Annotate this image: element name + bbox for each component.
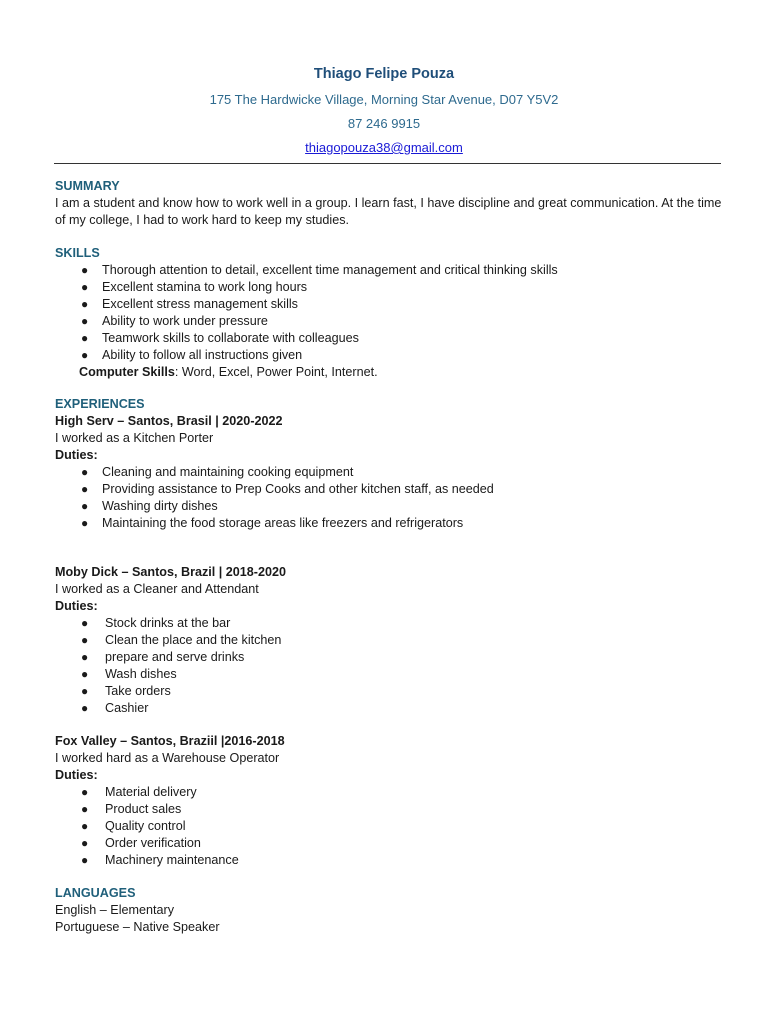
- summary-text: I am a student and know how to work well in a group. I learn fast, I have discipline and great communication. At the time of my college, I had to work hard to keep my studies.: [55, 196, 722, 227]
- job-heading: Fox Valley – Santos, Braziil |2016-2018: [55, 734, 285, 748]
- list-item: ● Wash dishes: [81, 667, 177, 681]
- duties-label: Duties:: [55, 448, 98, 462]
- email-link[interactable]: thiagopouza38@gmail.com: [305, 140, 463, 155]
- address: 175 The Hardwicke Village, Morning Star Avenue, D07 Y5V2: [209, 92, 559, 107]
- job-role: I worked as a Cleaner and Attendant: [55, 582, 259, 596]
- list-item: ● Excellent stress management skills: [81, 297, 298, 311]
- list-item: ● Machinery maintenance: [81, 853, 239, 867]
- duties-label: Duties:: [55, 599, 98, 613]
- phone-number: 87 246 9915: [347, 116, 421, 131]
- list-item: ● Take orders: [81, 684, 171, 698]
- list-item: ● Material delivery: [81, 785, 197, 799]
- duties-list: [55, 784, 723, 869]
- skills-heading: SKILLS: [55, 246, 100, 260]
- duties-label: Duties:: [55, 768, 98, 782]
- header-divider: [54, 163, 721, 164]
- computer-skills-label: Computer Skills: [79, 365, 175, 379]
- list-item: ● Quality control: [81, 819, 186, 833]
- list-item: ● Thorough attention to detail, excellent time management and critical thinking skills: [81, 263, 558, 277]
- list-item: ● prepare and serve drinks: [81, 650, 245, 664]
- experiences-heading: EXPERIENCES: [55, 397, 145, 411]
- job-role: I worked as a Kitchen Porter: [55, 431, 214, 445]
- list-item: ● Product sales: [81, 802, 182, 816]
- duties-list: [55, 464, 723, 532]
- job-role: I worked hard as a Warehouse Operator: [55, 751, 280, 765]
- list-item: ● Cashier: [81, 701, 149, 715]
- list-item: ● Cleaning and maintaining cooking equipment: [81, 465, 354, 479]
- skills-list: [55, 262, 723, 364]
- languages-heading: LANGUAGES: [55, 886, 136, 900]
- list-item: ● Ability to work under pressure: [81, 314, 268, 328]
- list-item: ● Ability to follow all instructions given: [81, 348, 303, 362]
- language-item: English – Elementary: [55, 903, 175, 917]
- duties-list: [55, 615, 723, 717]
- list-item: ● Excellent stamina to work long hours: [81, 280, 308, 294]
- list-item: ● Order verification: [81, 836, 201, 850]
- list-item: ● Stock drinks at the bar: [81, 616, 231, 630]
- job-heading: High Serv – Santos, Brasil | 2020-2022: [55, 414, 283, 428]
- computer-skills: [55, 364, 723, 381]
- applicant-name: Thiago Felipe Pouza: [313, 66, 455, 82]
- language-item: Portuguese – Native Speaker: [55, 920, 220, 934]
- resume-body: [55, 178, 723, 936]
- list-item: ● Providing assistance to Prep Cooks and other kitchen staff, as needed: [81, 482, 494, 496]
- list-item: ● Maintaining the food storage areas like freezers and refrigerators: [81, 516, 464, 530]
- job-heading: Moby Dick – Santos, Brazil | 2018-2020: [55, 565, 287, 579]
- resume-header: [0, 64, 768, 160]
- list-item: ● Teamwork skills to collaborate with colleagues: [81, 331, 359, 345]
- computer-skills-text: : Word, Excel, Power Point, Internet.: [174, 365, 378, 379]
- list-item: ● Washing dirty dishes: [81, 499, 218, 513]
- summary-heading: SUMMARY: [55, 179, 120, 193]
- list-item: ● Clean the place and the kitchen: [81, 633, 282, 647]
